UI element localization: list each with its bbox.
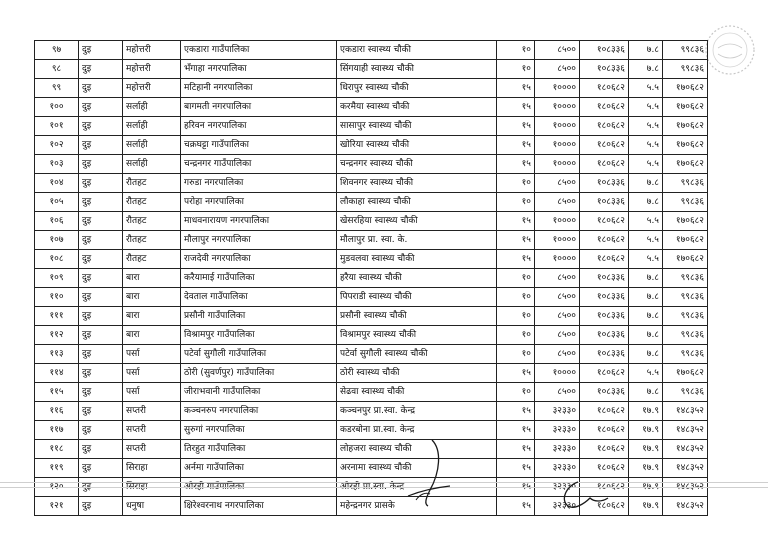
value-5-cell: १७०६८२	[663, 155, 708, 174]
facility-table	[34, 40, 708, 516]
local-level-cell: भँगाहा नगरपालिका	[181, 60, 337, 79]
value-5-cell: १७०६८२	[663, 79, 708, 98]
local-level-cell: ठोरी (सुवर्णपुर) गाउँपालिका	[181, 364, 337, 383]
province-cell: दुइ	[79, 269, 123, 288]
serial-cell: १०९	[35, 269, 79, 288]
province-cell: दुइ	[79, 60, 123, 79]
table-row	[35, 307, 708, 326]
value-3-cell: १०८३३६	[580, 383, 629, 402]
value-5-cell: १७०६८२	[663, 117, 708, 136]
institution-cell: विश्रामपुर स्वास्थ्य चौकी	[337, 326, 497, 345]
province-cell: दुइ	[79, 79, 123, 98]
value-4-cell: ७.८	[629, 383, 663, 402]
table-row	[35, 402, 708, 421]
value-5-cell: १७०६८२	[663, 364, 708, 383]
value-3-cell: १८०६८२	[580, 155, 629, 174]
value-1-cell: १५	[497, 364, 535, 383]
institution-cell: शिवनगर स्वास्थ्य चौकी	[337, 174, 497, 193]
province-cell: दुइ	[79, 326, 123, 345]
institution-cell: एकडारा स्वास्थ्य चौकी	[337, 41, 497, 60]
table-row	[35, 193, 708, 212]
value-1-cell: १०	[497, 383, 535, 402]
local-level-cell: परोहा नगरपालिका	[181, 193, 337, 212]
value-3-cell: १८०६८२	[580, 402, 629, 421]
province-cell: दुइ	[79, 421, 123, 440]
value-2-cell: ३२३३०	[535, 421, 580, 440]
serial-cell: ९९	[35, 79, 79, 98]
district-cell: सर्लाही	[123, 98, 181, 117]
table-row	[35, 459, 708, 478]
value-5-cell: १७०६८२	[663, 212, 708, 231]
province-cell: दुइ	[79, 193, 123, 212]
district-cell: महोत्तरी	[123, 79, 181, 98]
value-1-cell: १५	[497, 459, 535, 478]
value-1-cell: १५	[497, 136, 535, 155]
value-3-cell: १०८३३६	[580, 193, 629, 212]
local-level-cell: गरुडा नगरपालिका	[181, 174, 337, 193]
province-cell: दुइ	[79, 41, 123, 60]
district-cell: सर्लाही	[123, 155, 181, 174]
value-3-cell: १०८३३६	[580, 326, 629, 345]
value-4-cell: १७.९	[629, 440, 663, 459]
local-level-cell: राजदेवी नगरपालिका	[181, 250, 337, 269]
value-3-cell: १८०६८२	[580, 117, 629, 136]
value-5-cell: ९९८३६	[663, 383, 708, 402]
value-4-cell: ७.८	[629, 307, 663, 326]
local-level-cell: विश्रामपुर गाउँपालिका	[181, 326, 337, 345]
table-row	[35, 288, 708, 307]
value-4-cell: ५.५	[629, 212, 663, 231]
institution-cell: कञ्चनपुर प्रा.स्वा. केन्द्र	[337, 402, 497, 421]
province-cell: दुइ	[79, 231, 123, 250]
value-2-cell: १००००	[535, 117, 580, 136]
value-1-cell: १०	[497, 193, 535, 212]
local-level-cell: मौलापुर नगरपालिका	[181, 231, 337, 250]
serial-cell: १०७	[35, 231, 79, 250]
institution-cell: लोहजरा स्वास्थ्य चौकी	[337, 440, 497, 459]
province-cell: दुइ	[79, 440, 123, 459]
value-4-cell: ७.८	[629, 174, 663, 193]
institution-cell: महेन्द्रनगर प्रासके	[337, 497, 497, 516]
value-3-cell: १०८३३६	[580, 41, 629, 60]
province-cell: दुइ	[79, 212, 123, 231]
value-4-cell: ५.५	[629, 155, 663, 174]
district-cell: सिराहा	[123, 459, 181, 478]
value-4-cell: ७.८	[629, 326, 663, 345]
province-cell: दुइ	[79, 155, 123, 174]
local-level-cell: माधवनारायण नगरपालिका	[181, 212, 337, 231]
value-3-cell: १०८३३६	[580, 288, 629, 307]
institution-cell: कडरबोना प्रा.स्वा. केन्द्र	[337, 421, 497, 440]
institution-cell: लौकाहा स्वास्थ्य चौकी	[337, 193, 497, 212]
province-cell: दुइ	[79, 383, 123, 402]
serial-cell: ९८	[35, 60, 79, 79]
district-cell: पर्सा	[123, 364, 181, 383]
district-cell: सप्तरी	[123, 440, 181, 459]
value-2-cell: १००००	[535, 98, 580, 117]
institution-cell: सासापुर स्वास्थ्य चौकी	[337, 117, 497, 136]
value-5-cell: १७०६८२	[663, 98, 708, 117]
district-cell: धनुषा	[123, 497, 181, 516]
serial-cell: १०१	[35, 117, 79, 136]
province-cell: दुइ	[79, 402, 123, 421]
value-4-cell: ५.५	[629, 117, 663, 136]
district-cell: बारा	[123, 288, 181, 307]
province-cell: दुइ	[79, 117, 123, 136]
value-5-cell: १७०६८२	[663, 250, 708, 269]
serial-cell: ९७	[35, 41, 79, 60]
value-4-cell: १७.९	[629, 497, 663, 516]
value-5-cell: १४८३५२	[663, 402, 708, 421]
institution-cell: पिपराडी स्वास्थ्य चौकी	[337, 288, 497, 307]
table-row	[35, 79, 708, 98]
value-4-cell: ७.८	[629, 288, 663, 307]
value-2-cell: ३२३३०	[535, 497, 580, 516]
value-3-cell: १०८३३६	[580, 60, 629, 79]
table-row	[35, 117, 708, 136]
local-level-cell: क्षिरेश्वरनाथ नगरपालिका	[181, 497, 337, 516]
district-cell: बारा	[123, 269, 181, 288]
value-2-cell: ३२३३०	[535, 459, 580, 478]
value-1-cell: १०	[497, 174, 535, 193]
value-3-cell: १०८३३६	[580, 174, 629, 193]
district-cell: महोत्तरी	[123, 41, 181, 60]
value-5-cell: ९९८३६	[663, 60, 708, 79]
institution-cell: सिंगयाही स्वास्थ्य चौकी	[337, 60, 497, 79]
table-row	[35, 98, 708, 117]
value-1-cell: १५	[497, 231, 535, 250]
signature-1-icon	[402, 436, 454, 512]
local-level-cell: हरिवन नगरपालिका	[181, 117, 337, 136]
value-4-cell: ७.८	[629, 345, 663, 364]
value-5-cell: ९९८३६	[663, 345, 708, 364]
district-cell: महोत्तरी	[123, 60, 181, 79]
serial-cell: १११	[35, 307, 79, 326]
district-cell: रौतहट	[123, 231, 181, 250]
value-3-cell: १०८३३६	[580, 345, 629, 364]
value-2-cell: ८५००	[535, 269, 580, 288]
institution-cell: अरनामा स्वास्थ्य चौकी	[337, 459, 497, 478]
local-level-cell: प्रसौनी गाउँपालिका	[181, 307, 337, 326]
institution-cell: सेढवा स्वास्थ्य चौकी	[337, 383, 497, 402]
district-cell: सप्तरी	[123, 421, 181, 440]
local-level-cell: एकडारा गाउँपालिका	[181, 41, 337, 60]
value-2-cell: ८५००	[535, 307, 580, 326]
value-4-cell: ७.८	[629, 60, 663, 79]
serial-cell: ११५	[35, 383, 79, 402]
value-2-cell: ८५००	[535, 174, 580, 193]
serial-cell: १२१	[35, 497, 79, 516]
local-level-cell: चन्द्रनगर गाउँपालिका	[181, 155, 337, 174]
table-row	[35, 136, 708, 155]
value-1-cell: १५	[497, 440, 535, 459]
value-1-cell: १५	[497, 402, 535, 421]
value-3-cell: १८०६८२	[580, 497, 629, 516]
value-5-cell: ९९८३६	[663, 326, 708, 345]
value-2-cell: १००००	[535, 250, 580, 269]
value-4-cell: १७.९	[629, 402, 663, 421]
district-cell: बारा	[123, 307, 181, 326]
value-2-cell: ८५००	[535, 345, 580, 364]
value-4-cell: ७.८	[629, 269, 663, 288]
province-cell: दुइ	[79, 174, 123, 193]
institution-cell: खेसरहिया स्वास्थ्य चौकी	[337, 212, 497, 231]
province-cell: दुइ	[79, 136, 123, 155]
serial-cell: ११७	[35, 421, 79, 440]
value-2-cell: ८५००	[535, 193, 580, 212]
value-3-cell: १८०६८२	[580, 421, 629, 440]
value-2-cell: १००००	[535, 364, 580, 383]
district-cell: सर्लाही	[123, 117, 181, 136]
value-4-cell: ५.५	[629, 364, 663, 383]
province-cell: दुइ	[79, 250, 123, 269]
serial-cell: १०५	[35, 193, 79, 212]
local-level-cell: बागमती नगरपालिका	[181, 98, 337, 117]
value-2-cell: १००००	[535, 136, 580, 155]
value-2-cell: ८५००	[535, 326, 580, 345]
value-1-cell: १५	[497, 155, 535, 174]
serial-cell: १०८	[35, 250, 79, 269]
value-1-cell: १०	[497, 345, 535, 364]
office-stamp-icon	[700, 18, 756, 82]
value-3-cell: १८०६८२	[580, 136, 629, 155]
province-cell: दुइ	[79, 98, 123, 117]
district-cell: सप्तरी	[123, 402, 181, 421]
value-5-cell: ९९८३६	[663, 193, 708, 212]
value-1-cell: १५	[497, 212, 535, 231]
province-cell: दुइ	[79, 497, 123, 516]
institution-cell: करमैया स्वास्थ्य चौकी	[337, 98, 497, 117]
serial-cell: ११६	[35, 402, 79, 421]
local-level-cell: अर्नमा गाउँपालिका	[181, 459, 337, 478]
local-level-cell: जीराभवानी गाउँपालिका	[181, 383, 337, 402]
table-row	[35, 250, 708, 269]
institution-cell: मौलापुर प्रा. स्वा. के.	[337, 231, 497, 250]
table-row	[35, 326, 708, 345]
table-row	[35, 269, 708, 288]
serial-cell: ११०	[35, 288, 79, 307]
value-1-cell: १५	[497, 250, 535, 269]
value-4-cell: १७.९	[629, 421, 663, 440]
value-3-cell: १०८३३६	[580, 269, 629, 288]
table-row	[35, 345, 708, 364]
value-3-cell: १८०६८२	[580, 212, 629, 231]
value-1-cell: १५	[497, 79, 535, 98]
district-cell: रौतहट	[123, 174, 181, 193]
serial-cell: ११२	[35, 326, 79, 345]
value-3-cell: १८०६८२	[580, 231, 629, 250]
table-row	[35, 364, 708, 383]
local-level-cell: मटिहानी नगरपालिका	[181, 79, 337, 98]
value-4-cell: ५.५	[629, 98, 663, 117]
value-4-cell: १७.९	[629, 459, 663, 478]
value-2-cell: ३२३३०	[535, 402, 580, 421]
serial-cell: १०४	[35, 174, 79, 193]
value-5-cell: १७०६८२	[663, 231, 708, 250]
institution-cell: चन्द्रनगर स्वास्थ्य चौकी	[337, 155, 497, 174]
value-3-cell: १८०६८२	[580, 459, 629, 478]
province-cell: दुइ	[79, 288, 123, 307]
value-5-cell: ९९८३६	[663, 307, 708, 326]
value-1-cell: १५	[497, 421, 535, 440]
value-5-cell: ९९८३६	[663, 41, 708, 60]
value-3-cell: १८०६८२	[580, 79, 629, 98]
institution-cell: प्रसौनी स्वास्थ्य चौकी	[337, 307, 497, 326]
institution-cell: हरैया स्वास्थ्य चौकी	[337, 269, 497, 288]
local-level-cell: पटेर्वा सुगौली गाउँपालिका	[181, 345, 337, 364]
value-5-cell: ९९८३६	[663, 269, 708, 288]
serial-cell: १०२	[35, 136, 79, 155]
serial-cell: ११९	[35, 459, 79, 478]
institution-cell: पटेर्वा सुगौली स्वास्थ्य चौकी	[337, 345, 497, 364]
value-1-cell: १०	[497, 41, 535, 60]
institution-cell: खोरिया स्वास्थ्य चौकी	[337, 136, 497, 155]
value-1-cell: १०	[497, 60, 535, 79]
value-1-cell: १०	[497, 307, 535, 326]
page-footer-divider	[0, 482, 768, 483]
local-level-cell: कञ्चनरुप नगरपालिका	[181, 402, 337, 421]
value-1-cell: १०	[497, 326, 535, 345]
district-cell: सर्लाही	[123, 136, 181, 155]
serial-cell: १०३	[35, 155, 79, 174]
value-5-cell: ९९८३६	[663, 288, 708, 307]
table-row	[35, 383, 708, 402]
value-4-cell: ५.५	[629, 231, 663, 250]
table-row	[35, 212, 708, 231]
local-level-cell: देवताल गाउँपालिका	[181, 288, 337, 307]
institution-cell: धिरापुर स्वास्थ्य चौकी	[337, 79, 497, 98]
value-2-cell: १००००	[535, 155, 580, 174]
province-cell: दुइ	[79, 345, 123, 364]
value-3-cell: १०८३३६	[580, 307, 629, 326]
value-5-cell: १७०६८२	[663, 136, 708, 155]
value-4-cell: ५.५	[629, 136, 663, 155]
value-4-cell: ७.८	[629, 41, 663, 60]
value-5-cell: १४८३५२	[663, 440, 708, 459]
value-2-cell: ८५००	[535, 383, 580, 402]
value-5-cell: १४८३५२	[663, 421, 708, 440]
value-2-cell: १००००	[535, 212, 580, 231]
value-2-cell: ८५००	[535, 60, 580, 79]
value-3-cell: १८०६८२	[580, 364, 629, 383]
value-1-cell: १०	[497, 288, 535, 307]
district-cell: पर्सा	[123, 345, 181, 364]
value-2-cell: १००००	[535, 231, 580, 250]
table-row	[35, 174, 708, 193]
table-row	[35, 231, 708, 250]
table-row	[35, 421, 708, 440]
serial-cell: ११८	[35, 440, 79, 459]
signature-2-icon	[556, 478, 612, 512]
serial-cell: ११४	[35, 364, 79, 383]
value-3-cell: १८०६८२	[580, 98, 629, 117]
value-4-cell: ७.८	[629, 193, 663, 212]
value-5-cell: १४८३५२	[663, 497, 708, 516]
value-1-cell: १५	[497, 98, 535, 117]
serial-cell: १०६	[35, 212, 79, 231]
serial-cell: १००	[35, 98, 79, 117]
district-cell: रौतहट	[123, 250, 181, 269]
page-footer-divider-2	[0, 487, 768, 488]
value-2-cell: ८५००	[535, 288, 580, 307]
province-cell: दुइ	[79, 307, 123, 326]
institution-cell: ठोरी स्वास्थ्य चौकी	[337, 364, 497, 383]
value-1-cell: १५	[497, 497, 535, 516]
local-level-cell: चक्रघट्टा गाउँपालिका	[181, 136, 337, 155]
district-cell: रौतहट	[123, 193, 181, 212]
value-1-cell: १०	[497, 269, 535, 288]
value-5-cell: १४८३५२	[663, 459, 708, 478]
local-level-cell: करैयामाई गाउँपालिका	[181, 269, 337, 288]
district-cell: रौतहट	[123, 212, 181, 231]
value-2-cell: १००००	[535, 79, 580, 98]
table-row	[35, 41, 708, 60]
district-cell: पर्सा	[123, 383, 181, 402]
local-level-cell: तिरहुत गाउँपालिका	[181, 440, 337, 459]
table-row	[35, 440, 708, 459]
district-cell: बारा	[123, 326, 181, 345]
local-level-cell: सुरुगां नगरपालिका	[181, 421, 337, 440]
serial-cell: ११३	[35, 345, 79, 364]
province-cell: दुइ	[79, 459, 123, 478]
table-row	[35, 60, 708, 79]
value-3-cell: १८०६८२	[580, 250, 629, 269]
value-1-cell: १५	[497, 117, 535, 136]
value-2-cell: ८५००	[535, 41, 580, 60]
value-4-cell: ५.५	[629, 79, 663, 98]
value-3-cell: १८०६८२	[580, 440, 629, 459]
value-4-cell: ५.५	[629, 250, 663, 269]
province-cell: दुइ	[79, 364, 123, 383]
institution-cell: मुडवलवा स्वास्थ्य चौकी	[337, 250, 497, 269]
value-5-cell: ९९८३६	[663, 174, 708, 193]
value-2-cell: ३२३३०	[535, 440, 580, 459]
table-row	[35, 155, 708, 174]
